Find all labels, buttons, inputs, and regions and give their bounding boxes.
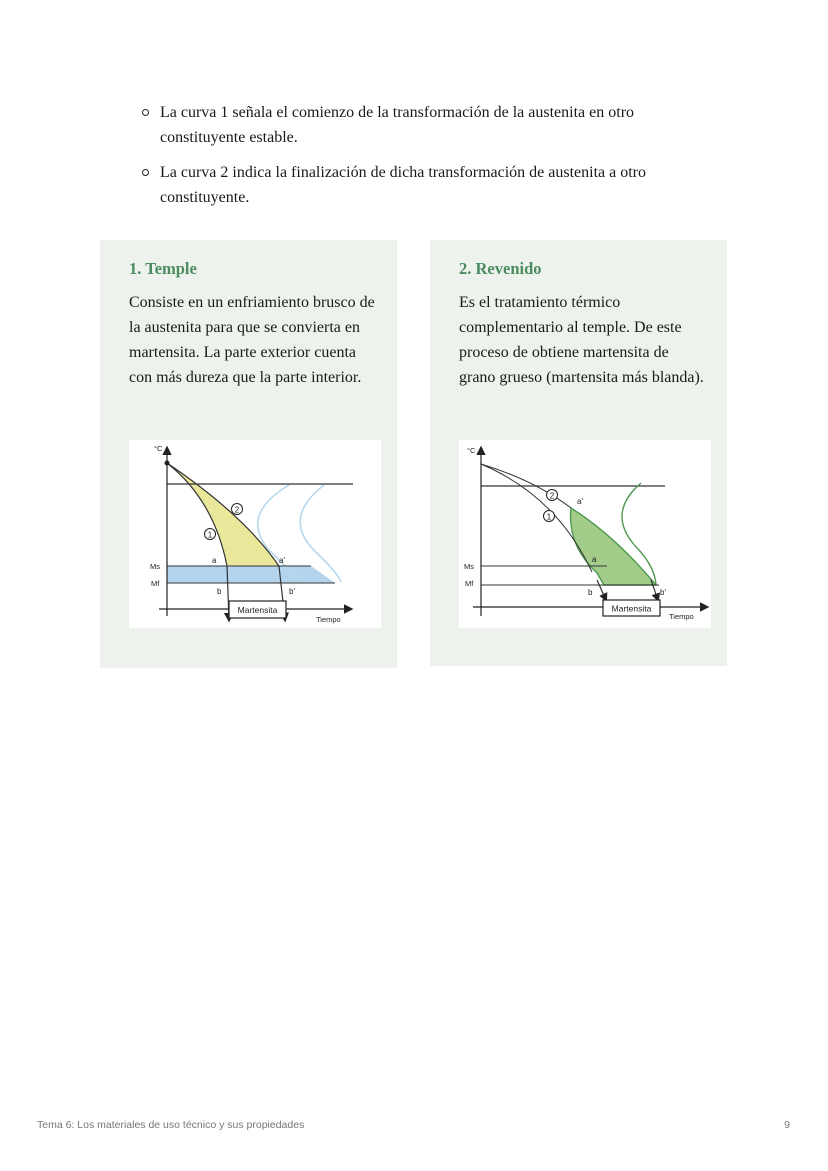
point-a: a bbox=[592, 555, 597, 564]
mf-label: Mf bbox=[465, 579, 474, 588]
curve-1-number: 1 bbox=[207, 530, 213, 540]
ms-label: Ms bbox=[464, 562, 474, 571]
card-text: Consiste en un enfriamiento brusco de la austenita para que se convierta en martensita. La parte exterior cuenta con más dureza que la parte interior. bbox=[129, 294, 375, 386]
card-title: 2. Revenido bbox=[459, 259, 542, 278]
temple-diagram-svg bbox=[129, 440, 381, 628]
point-a: a bbox=[212, 556, 217, 565]
curve-2-number: 2 bbox=[234, 505, 240, 515]
point-b: b bbox=[588, 588, 593, 597]
martensita-label: Martensita bbox=[237, 605, 278, 615]
bullet-list bbox=[140, 100, 700, 220]
point-b-prime: b' bbox=[289, 587, 295, 596]
revenido-diagram-svg bbox=[459, 440, 711, 628]
x-axis-label: Tiempo bbox=[669, 612, 694, 621]
point-a-prime: a' bbox=[279, 556, 285, 565]
card-title: 1. Temple bbox=[129, 259, 197, 278]
curve-1-number: 1 bbox=[546, 512, 552, 522]
bullet-icon bbox=[142, 109, 149, 116]
curve-2-number: 2 bbox=[549, 491, 555, 501]
footer-title: Tema 6: Los materiales de uso técnico y sus propiedades bbox=[37, 1119, 305, 1131]
bullet-item: La curva 1 señala el comienzo de la transformación de la austenita en otro constituyente estable. bbox=[140, 100, 700, 150]
bullet-icon bbox=[142, 169, 149, 176]
y-axis-unit: °C bbox=[467, 446, 476, 455]
bullet-item: La curva 2 indica la finalización de dicha transformación de austenita a otro constituyente. bbox=[140, 160, 700, 210]
x-axis-label: Tiempo bbox=[316, 615, 341, 624]
mf-label: Mf bbox=[151, 579, 160, 588]
revenido-card bbox=[430, 240, 727, 666]
martensita-label: Martensita bbox=[611, 603, 652, 614]
transformation-region bbox=[571, 508, 656, 585]
point-b: b bbox=[217, 587, 222, 596]
ms-mf-band bbox=[167, 566, 335, 583]
card-text: Es el tratamiento térmico complementario al temple. De este proceso de obtiene martensita de grano grueso (martensita más blanda). bbox=[459, 294, 704, 386]
revenido-diagram bbox=[459, 440, 711, 628]
point-b-prime: b' bbox=[660, 588, 666, 597]
ms-label: Ms bbox=[150, 562, 160, 571]
point-a-prime: a' bbox=[577, 497, 583, 506]
temple-diagram bbox=[129, 440, 381, 628]
page-number: 9 bbox=[784, 1119, 790, 1131]
temple-card bbox=[100, 240, 397, 668]
y-axis-unit: °C bbox=[154, 444, 163, 453]
